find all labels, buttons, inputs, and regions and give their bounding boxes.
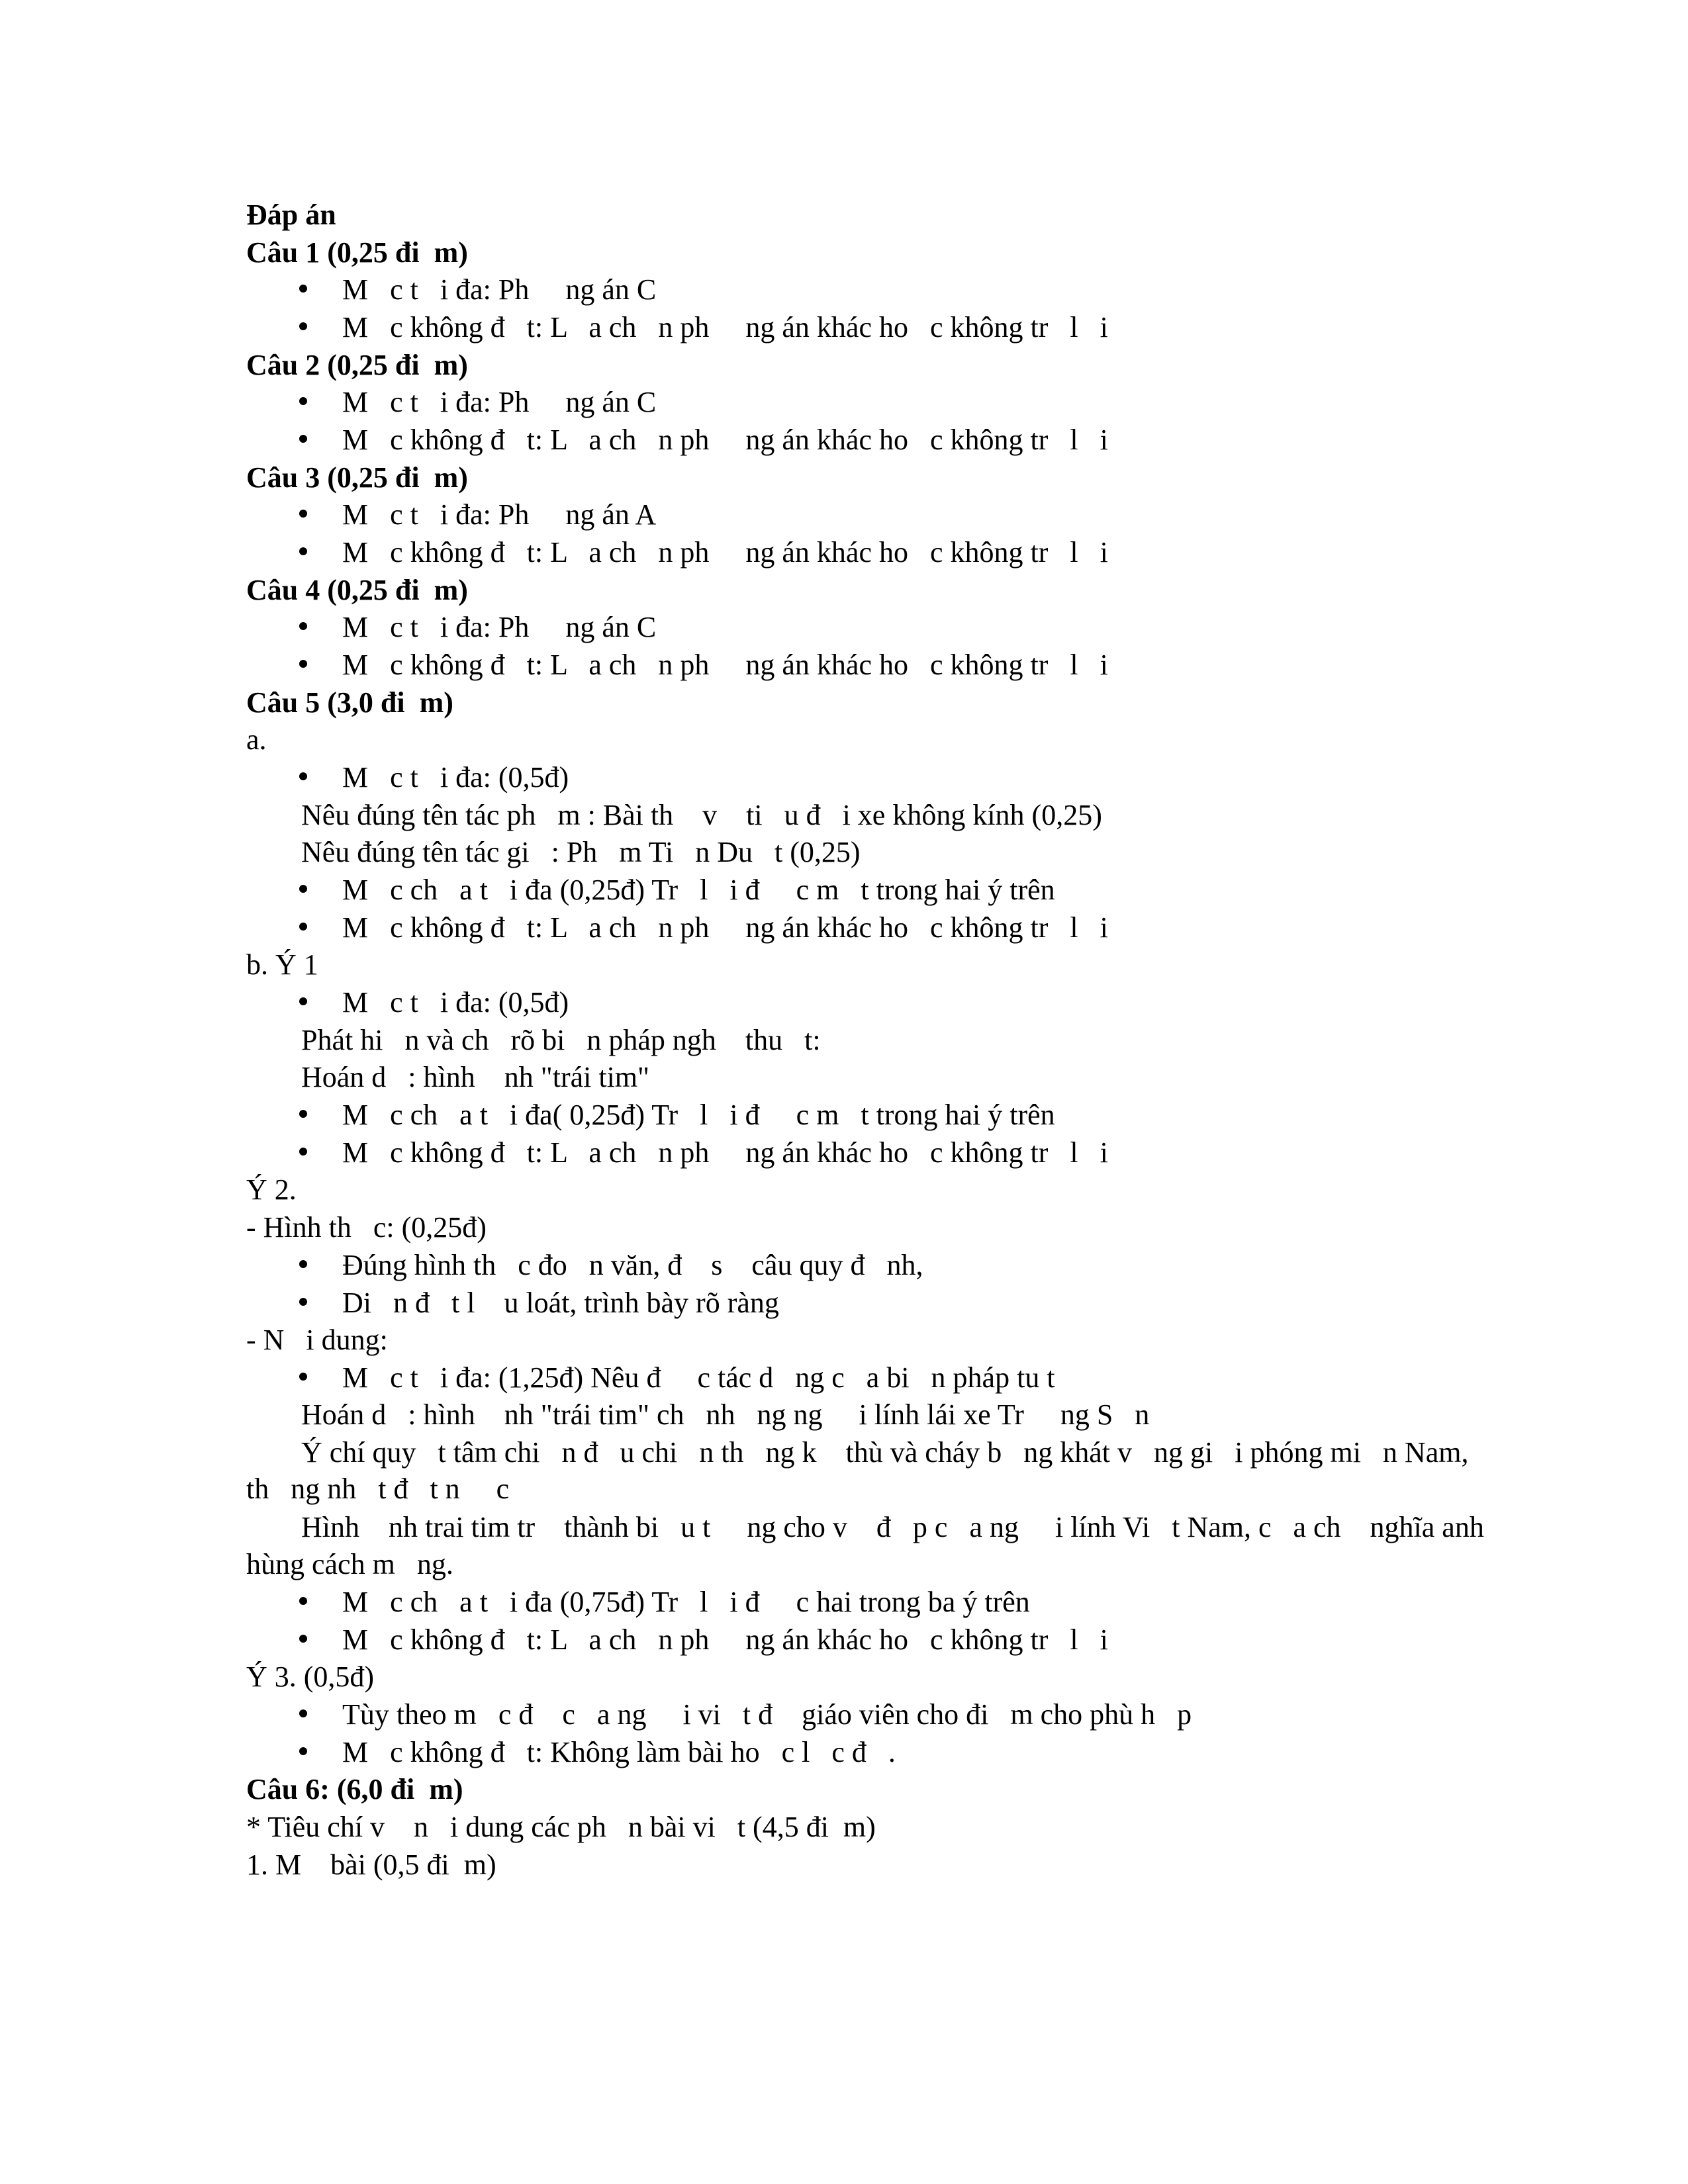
bullet-icon	[299, 1597, 307, 1605]
list-item: M c t i đa: Ph ng án C	[342, 386, 657, 418]
bullet-icon	[299, 772, 307, 780]
list-item: M c t i đa: Ph ng án C	[342, 273, 657, 306]
bullet-icon	[299, 660, 307, 668]
list-item: Đúng hình th c đo n văn, đ s câu quy đ nh,	[342, 1249, 923, 1281]
list-item: M c t i đa: Ph ng án C	[342, 611, 657, 643]
question-heading: Câu 5 (3,0 đi m)	[246, 686, 453, 719]
paragraph: hùng cách m ng.	[246, 1548, 453, 1580]
bullet-icon	[299, 547, 307, 555]
paragraph: Hoán d : hình nh "trái tim" ch nh ng ng i lính lái xe Tr ng S n	[301, 1398, 1150, 1431]
bullet-icon	[299, 285, 307, 293]
section-label: b. Ý 1	[246, 948, 318, 981]
bullet-icon	[299, 997, 307, 1005]
bullet-icon	[299, 885, 307, 893]
list-item: M c không đ t: L a ch n ph ng án khác ho c không tr l i	[342, 311, 1108, 343]
bullet-icon	[299, 1709, 307, 1717]
paragraph: Hoán d : hình nh "trái tim"	[301, 1061, 649, 1093]
list-item: M c không đ t: Không làm bài ho c l c đ .	[342, 1736, 896, 1768]
list-item: M c t i đa: (0,5đ)	[342, 761, 569, 794]
document-title: Đáp án	[246, 199, 336, 231]
list-item: M c t i đa: (1,25đ) Nêu đ c tác d ng c a bi n pháp tu t	[342, 1361, 1055, 1394]
section-label: - N i dung:	[246, 1324, 388, 1356]
bullet-icon	[299, 923, 307, 931]
section-label: 1. M bài (0,5 đi m)	[246, 1848, 496, 1881]
question-heading: Câu 1 (0,25 đi m)	[246, 236, 468, 269]
bullet-icon	[299, 1635, 307, 1643]
section-label: - Hình th c: (0,25đ)	[246, 1211, 487, 1244]
list-item: M c t i đa: (0,5đ)	[342, 986, 569, 1019]
list-item: M c không đ t: L a ch n ph ng án khác ho c không tr l i	[342, 536, 1108, 569]
question-heading: Câu 6: (6,0 đi m)	[246, 1773, 463, 1805]
bullet-icon	[299, 435, 307, 443]
bullet-icon	[299, 397, 307, 405]
bullet-icon	[299, 1747, 307, 1755]
paragraph: Hình nh trai tim tr thành bi u t ng cho v đ p c a ng i lính Vi t Nam, c a ch nghĩa anh	[301, 1511, 1484, 1543]
paragraph: Ý chí quy t tâm chi n đ u chi n th ng k thù và cháy b ng khát v ng gi i phóng mi n Nam,	[301, 1436, 1469, 1469]
list-item: Tùy theo m c đ c a ng i vi t đ giáo viên cho đi m cho phù h p	[342, 1698, 1192, 1731]
bullet-icon	[299, 1110, 307, 1118]
list-item: M c không đ t: L a ch n ph ng án khác ho c không tr l i	[342, 1136, 1108, 1169]
list-item: M c không đ t: L a ch n ph ng án khác ho c không tr l i	[342, 911, 1108, 944]
bullet-icon	[299, 1148, 307, 1156]
section-label: * Tiêu chí v n i dung các ph n bài vi t (4,5 đi m)	[246, 1811, 876, 1843]
paragraph: th ng nh t đ t n c	[246, 1473, 510, 1505]
paragraph: Phát hi n và ch rõ bi n pháp ngh thu t:	[301, 1024, 821, 1056]
bullet-icon	[299, 1373, 307, 1381]
list-item: M c không đ t: L a ch n ph ng án khác ho c không tr l i	[342, 424, 1108, 456]
bullet-icon	[299, 510, 307, 518]
question-heading: Câu 2 (0,25 đi m)	[246, 349, 468, 381]
list-item: M c không đ t: L a ch n ph ng án khác ho c không tr l i	[342, 649, 1108, 681]
bullet-icon	[299, 622, 307, 630]
list-item: M c ch a t i đa (0,75đ) Tr l i đ c hai trong ba ý trên	[342, 1586, 1030, 1618]
bullet-icon	[299, 1260, 307, 1268]
question-heading: Câu 4 (0,25 đi m)	[246, 574, 468, 606]
bullet-icon	[299, 322, 307, 330]
paragraph: Nêu đúng tên tác gi : Ph m Ti n Du t (0,25)	[301, 836, 861, 868]
list-item: M c không đ t: L a ch n ph ng án khác ho c không tr l i	[342, 1623, 1108, 1656]
list-item: M c t i đa: Ph ng án A	[342, 498, 657, 531]
section-label: a.	[246, 723, 267, 756]
question-heading: Câu 3 (0,25 đi m)	[246, 461, 468, 494]
list-item: Di n đ t l u loát, trình bày rõ ràng	[342, 1287, 779, 1319]
list-item: M c ch a t i đa( 0,25đ) Tr l i đ c m t trong hai ý trên	[342, 1099, 1055, 1131]
section-label: Ý 3. (0,5đ)	[246, 1661, 375, 1693]
section-label: Ý 2.	[246, 1173, 297, 1206]
bullet-icon	[299, 1298, 307, 1306]
list-item: M c ch a t i đa (0,25đ) Tr l i đ c m t trong hai ý trên	[342, 874, 1055, 906]
paragraph: Nêu đúng tên tác ph m : Bài th v ti u đ i xe không kính (0,25)	[301, 799, 1102, 831]
